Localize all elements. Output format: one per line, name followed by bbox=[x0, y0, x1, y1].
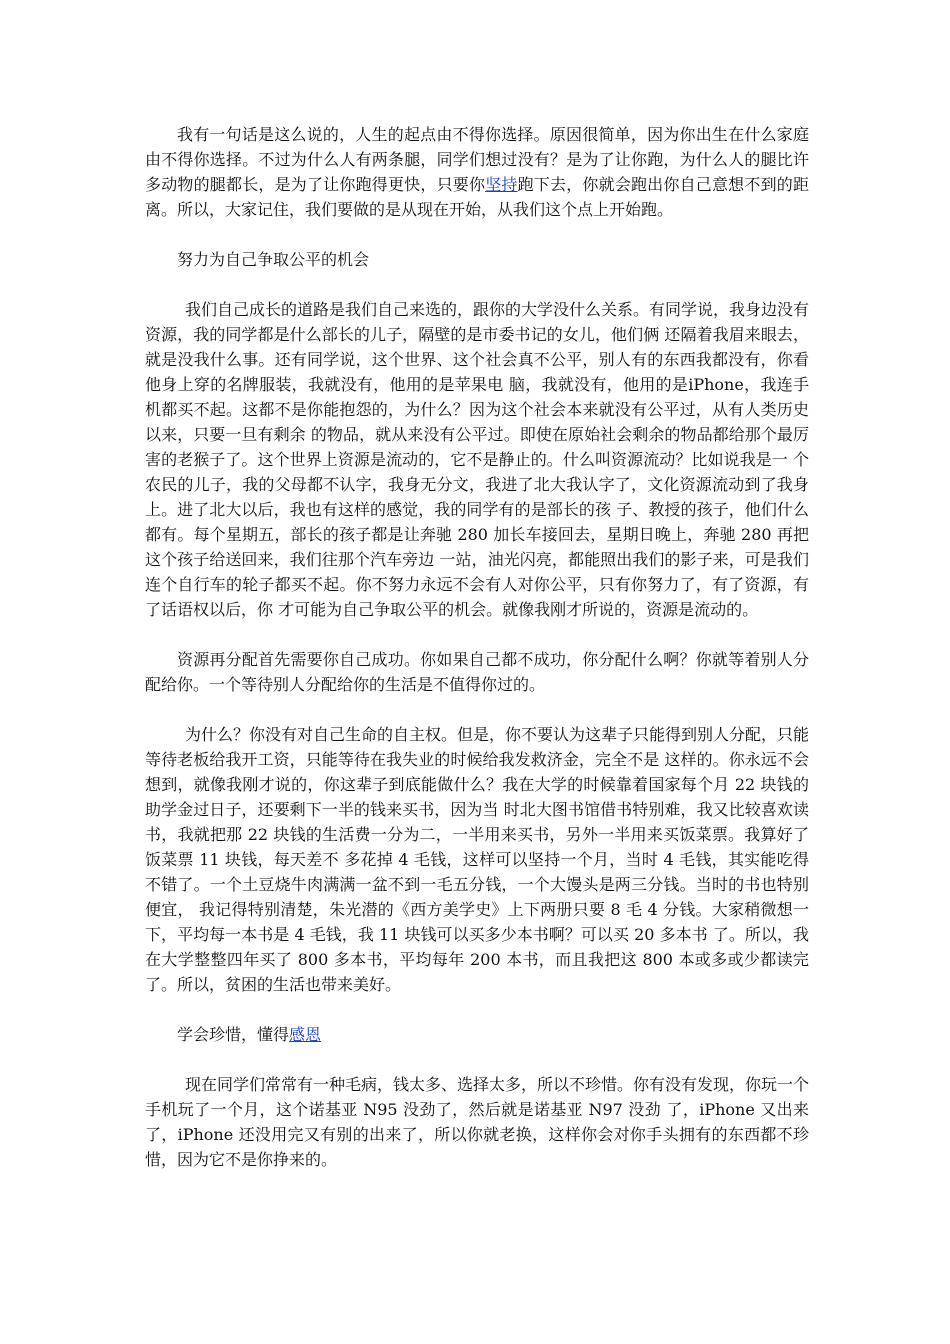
paragraph-autonomy: 为什么？你没有对自己生命的自主权。但是，你不要认为这辈子只能得到别人分配，只能等待老板给我开工资，只能等待在我失业的时候给我发救济金，完全不是 这样的。你永远不会想到，就像我刚才说的，你这辈子到底能做什么？我在大学的时候靠着国家每个月 22 块钱的助学金过日子，还要剩下一半的钱来买书，因为当 时北大图书馆借书特别难，我又比较喜欢读书，我就把那 22 块钱的生活费一分为二，一半用来买书，另外一半用来买饭菜票。我算好了饭菜票 11 块钱，每天差不 多花掉 4 毛钱，这样可以坚持一个月，当时 4 毛钱，其实能吃得不错了。一个土豆烧牛肉满满一盆不到一毛五分钱，一个大馒头是两三分钱。当时的书也特别便宜， 我记得特别清楚，朱光潜的《西方美学史》上下两册只要 8 毛 4 分钱。大家稍微想一下，平均每一本书是 4 毛钱，我 11 块钱可以买多少本书啊？可以买 20 多本书 了。所以，我在大学整整四年买了 800 多本书，平均每年 200 本书，而且我把这 800 本或多或少都读完了。所以，贫困的生活也带来美好。 bbox=[145, 725, 810, 994]
paragraph-redistribution: 资源再分配首先需要你自己成功。你如果自己都不成功，你分配什么啊？你就等着别人分配给你。一个等待别人分配给你的生活是不值得你过的。 bbox=[145, 650, 809, 694]
paragraph-text: 我有一句话是这么说的，人生的起点由不得你选择。原因很简单，因为你出生在什么家庭由不得你选择。不过为什么人有两条腿，同学们想过没有？是为了让你跑，为什么人的腿比许多动物的腿都长，是为了让你跑得更快，只要你 bbox=[145, 125, 809, 194]
paragraph-starting-point bbox=[145, 122, 809, 222]
paragraph-text: 跑下去，你就会跑出你自己意想不到的距离。所以，大家记住，我们要做的是从现在开始，从我们这个点上开始跑。 bbox=[145, 175, 809, 219]
paragraph-cherish: 现在同学们常常有一种毛病，钱太多、选择太多，所以不珍惜。你有没有发现，你玩一个手机玩了一个月，这个诺基亚 N95 没劲了，然后就是诺基亚 N97 没劲 了，iPhone 又出来了，iPhone 还没用完又有别的出来了，所以你就老换，这样你会对你手头拥有的东西都不珍惜，因为它不是你挣来的。 bbox=[145, 1075, 810, 1169]
section-heading-fairness: 努力为自己争取公平的机会 bbox=[177, 250, 370, 269]
heading-text: 学会珍惜，懂得 bbox=[177, 1025, 290, 1044]
document-body bbox=[145, 122, 809, 1172]
link-persist[interactable]: 坚持 bbox=[485, 175, 518, 194]
paragraph-resources-flow: 我们自己成长的道路是我们自己来选的，跟你的大学没什么关系。有同学说，我身边没有资源，我的同学都是什么部长的儿子，隔壁的是市委书记的女儿，他们俩 还隔着我眉来眼去，就是没我什么事。还有同学说，这个世界、这个社会真不公平，别人有的东西我都没有，你看他身上穿的名牌服装，我就没有，他用的是苹果电 脑，我就没有，他用的是iPhone，我连手机都买不起。这都不是你能抱怨的，为什么？因为这个社会本来就没有公平过，从有人类历史以来，只要一旦有剩余 的物品，就从来没有公平过。即使在原始社会剩余的物品都给那个最厉害的老猴子了。这个世界上资源是流动的，它不是静止的。什么叫资源流动？比如说我是一 个农民的儿子，我的父母都不认字，我身无分文，我进了北大我认字了，文化资源流动到了我身上。进了北大以后，我也有这样的感觉，我的同学有的是部长的孩 子、教授的孩子，他们什么都有。每个星期五，部长的孩子都是让奔驰 280 加长车接回去，星期日晚上，奔驰 280 再把这个孩子给送回来，我们往那个汽车旁边 一站，油光闪亮，都能照出我们的影子来，可是我们连个自行车的轮子都买不起。你不努力永远不会有人对你公平，只有你努力了，有了资源，有了话语权以后，你 才可能为自己争取公平的机会。就像我刚才所说的，资源是流动的。 bbox=[145, 300, 810, 619]
section-heading-cherish bbox=[145, 1022, 809, 1047]
link-gratitude[interactable]: 感恩 bbox=[289, 1025, 322, 1044]
